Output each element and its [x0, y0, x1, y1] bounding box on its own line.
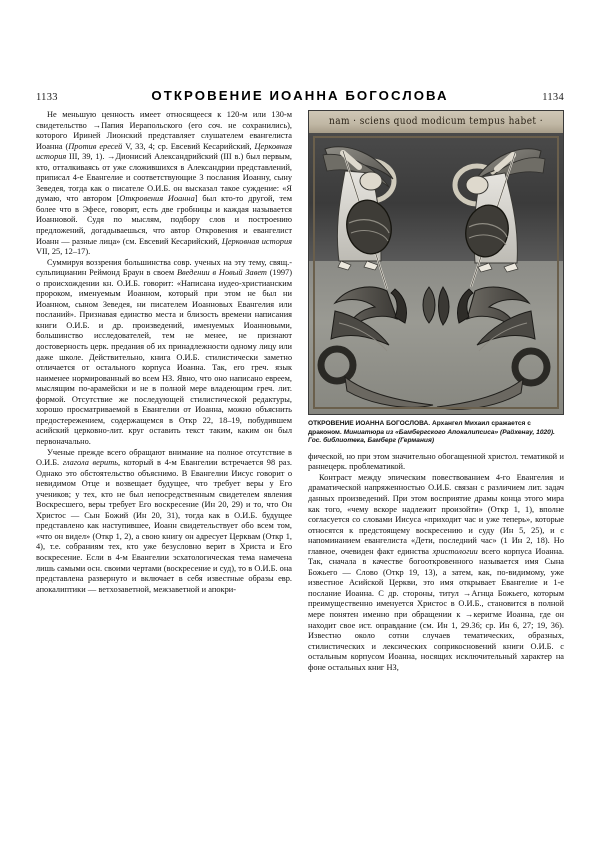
right-column-paragraph — [308, 452, 564, 473]
running-head — [36, 88, 564, 106]
column-left — [36, 110, 292, 750]
cited-work-title: Церковная история — [36, 141, 292, 162]
folio-number-left: 1133 — [36, 92, 58, 103]
body-text-run: V, 33, 4; ср. Евсевий Кесарийский, — [122, 141, 255, 151]
latin-inscription-text: nam · sciens quod modicum tempus habet · — [329, 116, 543, 128]
left-column-paragraph — [36, 110, 292, 258]
article-body — [36, 110, 564, 750]
page-title: ОТКРОВЕНИЕ ИОАННА БОГОСЛОВА — [151, 88, 449, 103]
body-text-run: Ученые прежде всего обращают внимание на полное отсутствие в О.И.Б. — [36, 447, 292, 468]
body-text-run: , который в 4-м Евангелии встречается 98 раз. Однако это обстоятельство объяснимо. В Евангелии Иисус говорит о невидимом Отце и возвещает будущее, что требует веры у Его учеников; у тех, кто не был непосредственным свидетелем явления Воскресшего, веры требует Его воскресение (Ин 20, 29) и то, что Он Христос — Сын Божий (Ин 20, 31), тогда как в О.И.Б. будущее представлено как наступившее, Иоанн свидетельствует обо всем том, «что он видел» (Откр 1, 2), а свою книгу он адресует Церквам (Откр 1, 4), т.е. собраниям тех, кто уже безусловно верит в Христа и Его воскресение. Если в 4-м Евангелии эсхатологическая тема намечена лишь самыми осн. своими чертами (воскресение и суд), то в О.И.Б. она представлена развернуто и включает в себя известные образы евр. апокалиптики — ветхозаветной, межзаветной и апокри- — [36, 458, 292, 594]
right-column-paragraph — [308, 473, 564, 673]
caption-subject: Архангел Михаил сражается с драконом. — [308, 420, 531, 436]
body-text-run: Контраст между эпическим повествованием 4-го Евангелия и драматической напряженностью О.И.Б. связан с различием лит. задач данных произведений. При этом восприятие драмы конца этого мира как того, «чему вскоре надлежит произойти» (Откр 1, 1), вполне согласуется со словами Иисуса «приходит час и уже теперь», которые относятся к предстоящему воскресению и суду (Ин 5, 25), и с напоминанием евангелиста «Дети, последний час» (1 Ин 2, 18). Но главное, очевиден факт единства — [308, 472, 564, 556]
cited-work-title: Против ересей — [68, 141, 123, 151]
body-text-run: (1997) о происхождении кн. О.И.Б. говорит: «Написана иудео-христианским пророком, именуемым Иоанном, который при этом не был ни Иоанном, сыном Зеведея, ни писателем Иоанновых Евангелия или посланий». Признавая единство места и близость времени написания книги О.И.Б. и др. произведений, именуемых Иоанновыми, большинство исследователей, тем не менее, не признают достоверность церк. предания об их принадлежности одному лицу или даже школе. Действительно, книга О.И.Б. стилистически заметно отличается от остального корпуса Иоанна. Так, его греч. язык наименее нормированный во всем НЗ. Явно, что оно написано евреем, мыслящим по-арамейски и не в полной мере владеющим греч. лит. формой. Отсутствие же последующей стилистической редактуры, хорошо просматриваемой в Евангелии от Иоанна, можно объяснить предостережением, содержащемся в Откр 22, 18–19, побудившем асийский церковно-лит. круг оставить текст таким, каким он был первоначально. — [36, 268, 292, 446]
cited-work-title: Откровения Иоанна — [119, 194, 195, 204]
cited-work-title: глагола верить — [62, 458, 119, 468]
left-column-paragraph — [36, 448, 292, 596]
column-right — [308, 110, 564, 750]
miniature-plate — [308, 110, 564, 415]
caption-title: ОТКРОВЕНИЕ ИОАННА БОГОСЛОВА. — [308, 420, 431, 427]
cited-work-title: Церковная история — [221, 236, 292, 246]
body-text-run: Не меньшую ценность имеет относящееся к 120-м или 130-м свидетельство →Папия Иерапольского (его соч. не сохранились), которого Ириней Лионский представляет слушателем евангелиста Иоанна ( — [36, 110, 292, 151]
miniature-artwork-icon — [309, 111, 564, 415]
body-text-run: Суммируя воззрения большинства совр. ученых на эту тему, свящ.-сульпицианин Реймонд Браун в своем — [36, 257, 292, 278]
body-text-run: III, 39, 1). →Дионисий Александрийский (III в.) был первым, кто, отталкиваясь от уже сложившихся в Александрии представлений, приписал 4-е Евангелие и соответствующие 3 послания Иоанну, сыну Зеведея, тогда как о писателе О.И.Б. он высказал такое суждение: «Я думаю, что автором [ — [36, 152, 292, 204]
cited-work-title: христологии — [432, 546, 478, 556]
left-column-paragraph — [36, 258, 292, 448]
figure-caption — [308, 420, 564, 446]
body-text-run: VII, 25, 12–17). — [36, 247, 91, 257]
caption-source: Миниатюра из «Бамбергского Апокалипсиса» (Райхенау, 1020). Гос. библиотека, Бамберг (Германия) — [308, 428, 555, 445]
cited-work-title: Введении в Новый Завет — [176, 268, 267, 278]
figure-apocalypse-miniature — [308, 110, 564, 446]
body-text-run: всего корпуса Иоанна. Так, сначала в качестве богооткровенного называется имя Сына Божьего — Слово (Откр 19, 13), а затем, как, по-видимому, уже известное Асийской Церкви, это имя открывает Евангелие и 1-е послание Иоанна. С др. стороны, титул →Агнца Божьего, которым преимущественно именуется Христос в О.И.Б., становится в полной мере понятен именно при обращении к →керигме Иоанна, где он находит свое ист. оправдание (см. Ин 1, 29.36; ср. Ин 6, 27; 19, 36). Известно около сотни случаев тематических, образных, стилистических и лексических соприкосновений книги О.И.Б. с остальным корпусом Иоанна, носящих исключительный характер на фоне остальных книг НЗ, — [308, 546, 564, 672]
body-text-run: фической, но при этом значительно обогащенной христол. тематикой и раннецерк. проблематикой. — [308, 451, 564, 472]
body-text-run: ] был кто-то другой, тем более что в Эфесе, говорят, есть две гробницы и каждая называется Иоанновой. Судя по мыслям, подбору слов и построению предложений, догадываешься, что автор Откровения и евангелист Иоанн — разные лица» (см. Евсевий Кесарийский, — [36, 194, 292, 246]
folio-number-right: 1134 — [542, 92, 564, 103]
